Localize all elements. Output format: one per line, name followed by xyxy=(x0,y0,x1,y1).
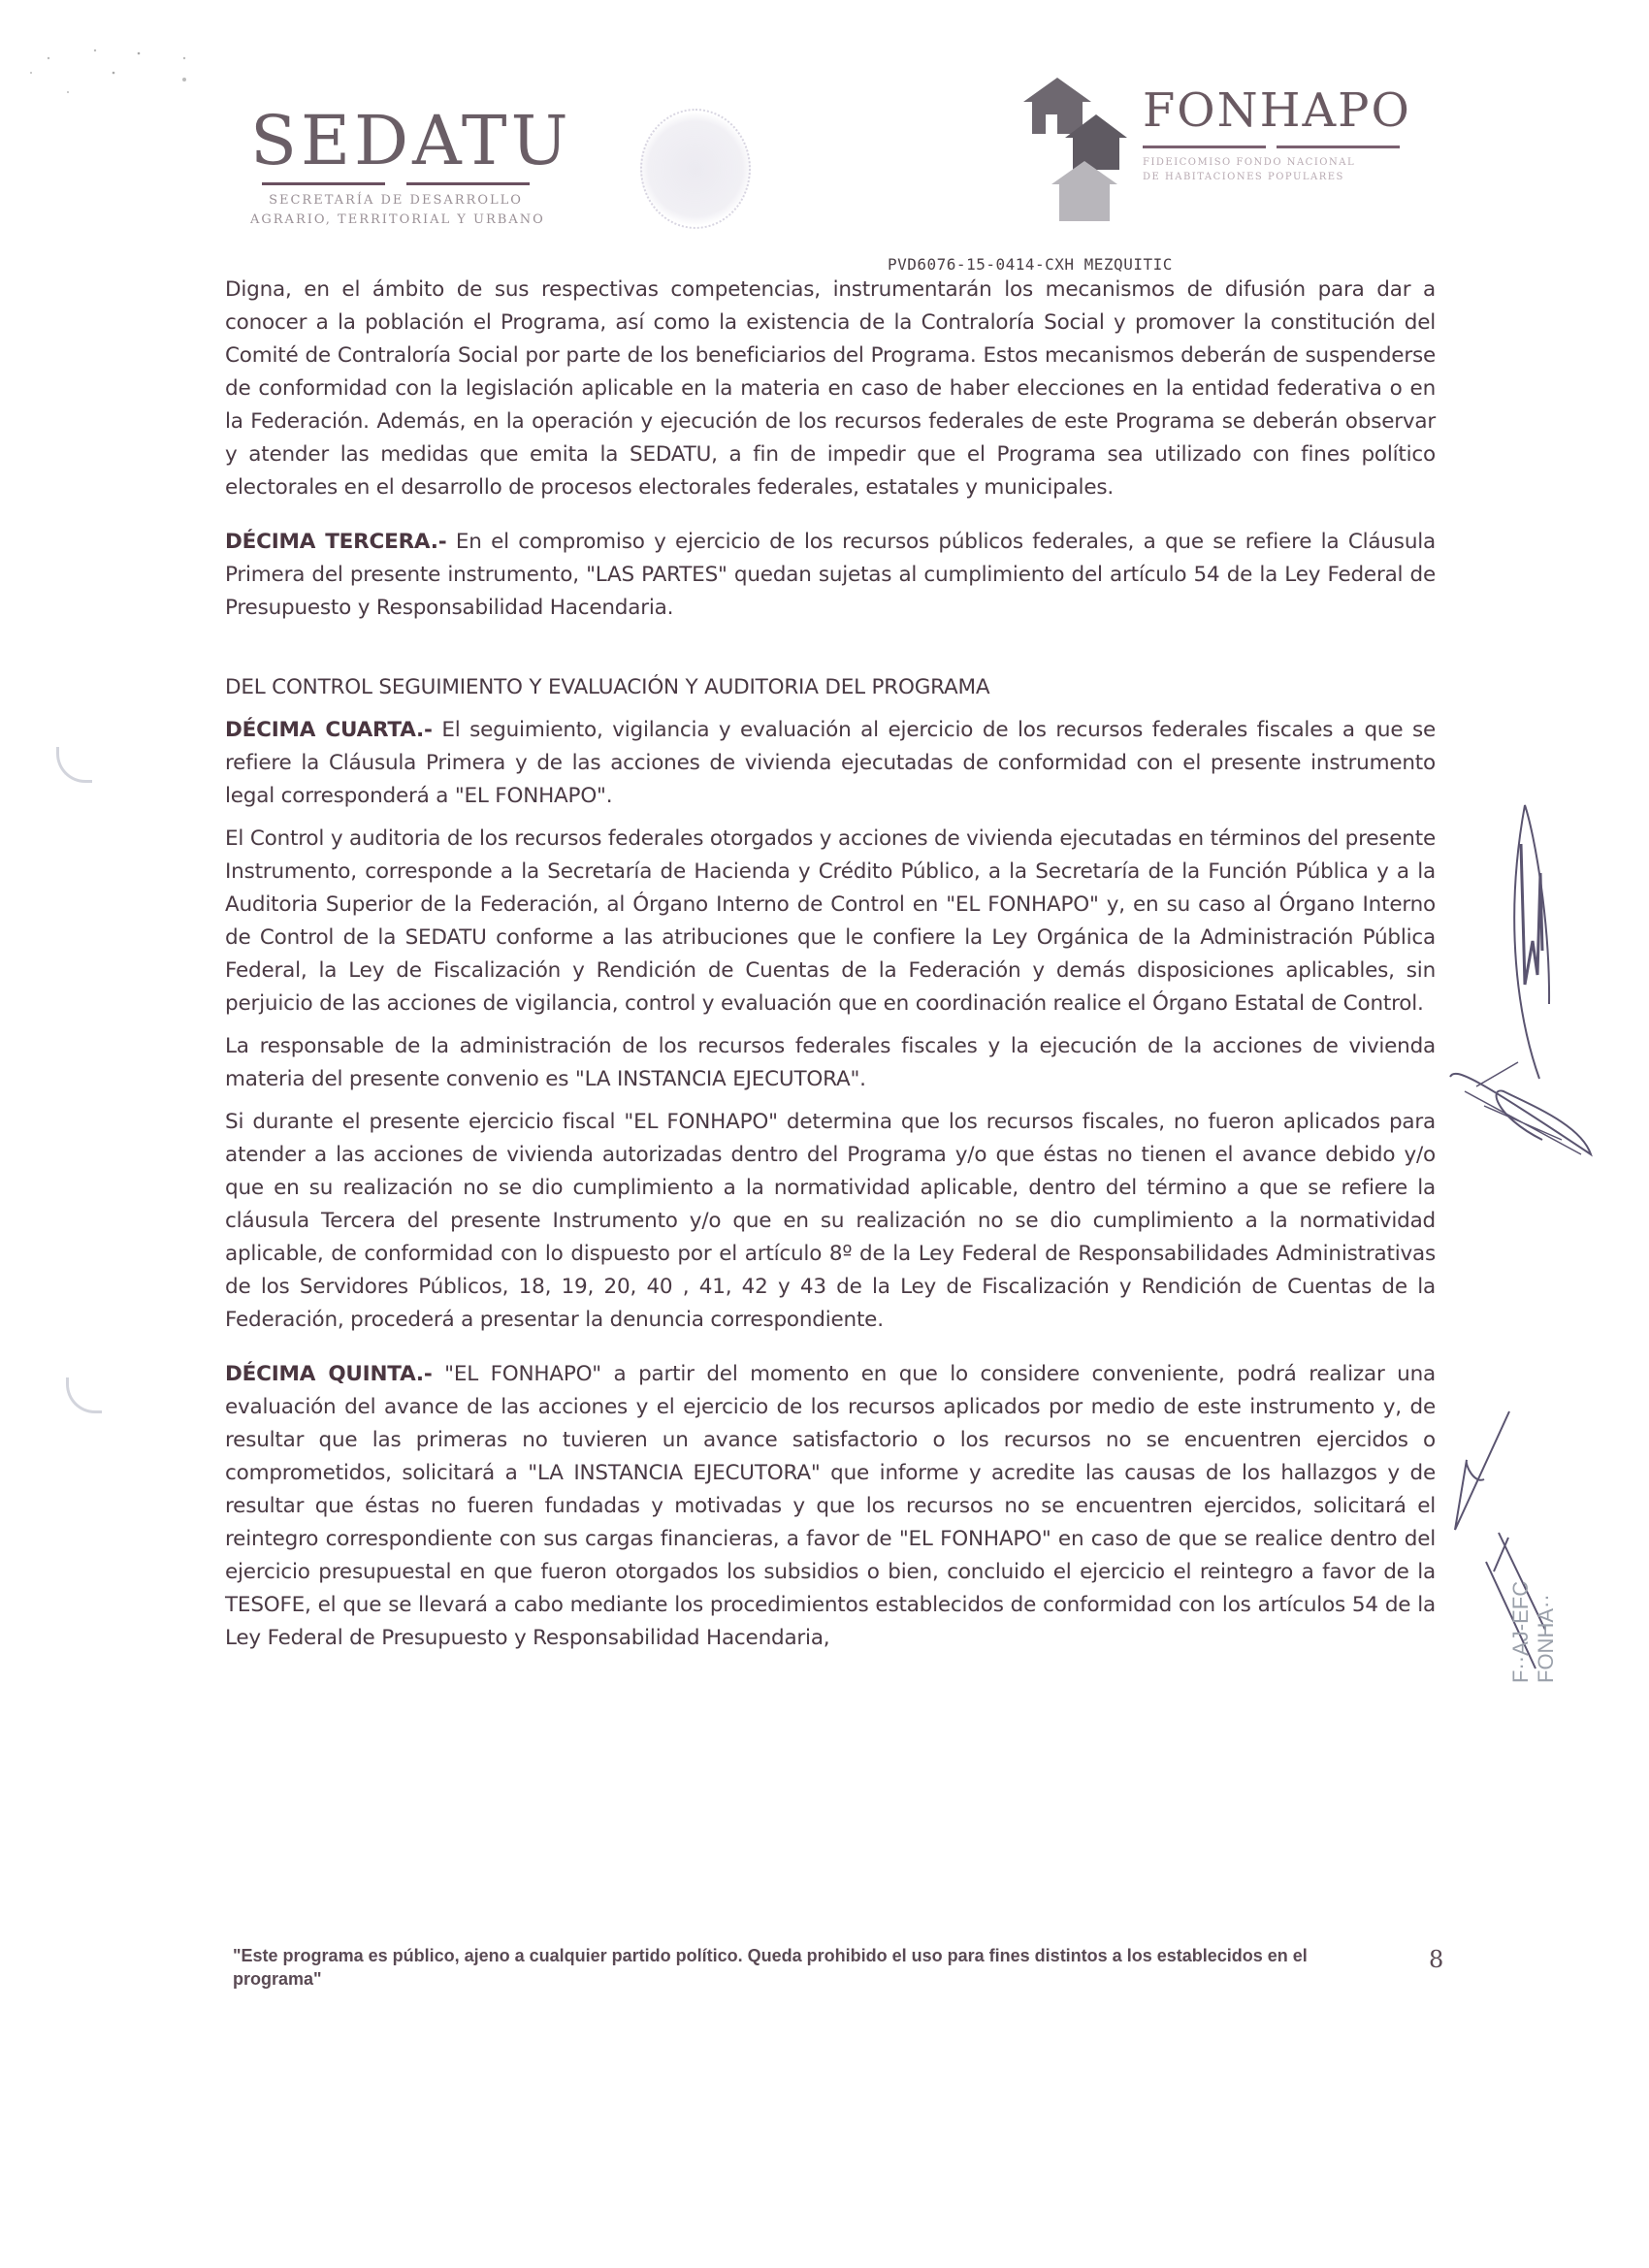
clause-decima-cuarta xyxy=(225,714,1436,813)
stamp-line-2: FONHA·· xyxy=(1534,1594,1558,1683)
clause-text: El seguimiento, vigilancia y evaluación al ejercicio de los recursos federales fiscales a que se refiere la Cláusula Primera y de las acciones de vivienda ejecutadas de conformidad con el presente instrumento legal corresponderá a "EL FONHAPO". xyxy=(225,718,1436,808)
clause-decima-quinta xyxy=(225,1358,1436,1655)
sedatu-wordmark: SEDATU xyxy=(250,101,572,180)
clause-title: DÉCIMA QUINTA.- xyxy=(225,1362,433,1386)
stamp-line-1: F··AJ-EFC xyxy=(1508,1580,1533,1683)
clause-decima-tercera xyxy=(225,526,1436,625)
paragraph-control: El Control y auditoria de los recursos federales otorgados y acciones de vivienda ejecutadas en términos del presente Instrumento, corresponde a la Secretaría de Hacienda y Crédito Público, a la Secretaría de la Función Pública y a la Auditoria Superior de la Federación, al Órgano Interno de Control en "EL FONHAPO" y, en su caso al Órgano Interno de Control de la SEDATU conforme a las atribuciones que le confiere la Ley Orgánica de la Administración Pública Federal, la Ley de Fiscalización y Rendición de Cuentas de la Federación y demás disposiciones aplicables, sin perjuicio de las acciones de vigilancia, control y evaluación que en coordinación realice el Órgano Estatal de Control. xyxy=(225,826,1436,1016)
scan-specks xyxy=(0,0,291,116)
national-seal-icon xyxy=(640,109,751,229)
footer-disclaimer: "Este programa es público, ajeno a cualquier partido político. Queda prohibido el uso para fines distintos a los establecidos en el programa" xyxy=(233,1946,1308,1989)
fonhapo-subtitle-1: FIDEICOMISO FONDO NACIONAL xyxy=(1143,157,1356,168)
clause-title: DÉCIMA TERCERA.- xyxy=(225,530,447,554)
clause-title: DÉCIMA CUARTA.- xyxy=(225,718,433,742)
signature-2-icon xyxy=(1436,1048,1649,1183)
sedatu-logo xyxy=(250,101,572,230)
reference-code: PVD6076-15-0414-CXH MEZQUITIC xyxy=(888,255,1173,274)
clause-text: "EL FONHAPO" a partir del momento en que lo considere conveniente, podrá realizar una evaluación del avance de las acciones y el ejercicio de los recursos aplicados por medio de este instrumento y, de resultar que las primeras no tuvieren un avance satisfactorio o los recursos no se encuentren ejercidos o comprometidos, solicitará a "LA INSTANCIA EJECUTORA" que informe y acredite las causas de los hallazgos y de resultar que éstas no fueren fundadas y motivadas y que los recursos no se encuentren ejercidos, solicitará el reintegro correspondiente con sus cargas financieras, a favor de "EL FONHAPO" en caso de que se realice dentro del ejercicio presupuestal en que fueron otorgados los subsidios o bien, concluido el ejercicio el reintegro a favor de la TESOFE, el que se llevará a cabo mediante los procedimientos establecidos de conformidad con los artículos 54 de la Ley Federal de Presupuesto y Responsabilidad Hacendaria, xyxy=(225,1362,1436,1650)
punch-hole-mark xyxy=(66,1377,102,1413)
fonhapo-wordmark: FONHAPO xyxy=(1143,83,1411,138)
sedatu-subtitle-2: AGRARIO, TERRITORIAL Y URBANO xyxy=(250,212,545,227)
section-heading: DEL CONTROL SEGUIMIENTO Y EVALUACIÓN Y AUDITORIA DEL PROGRAMA xyxy=(225,675,990,699)
paragraph-difusion: Digna, en el ámbito de sus respectivas competencias, instrumentarán los mecanismos de difusión para dar a conocer a la población el Programa, así como la existencia de la Contraloría Social y promover la constitución del Comité de Contraloría Social por parte de los beneficiarios del Programa. Estos mecanismos deberán de suspenderse de conformidad con la legislación aplicable en la materia en caso de haber elecciones en la entidad federativa o en la Federación. Además, en la operación y ejecución de los recursos federales de este Programa se deberán observar y atender las medidas que emita la SEDATU, a fin de impedir que el Programa sea utilizado con fines político electorales en el desarrollo de procesos electorales federales, estatales y municipales. xyxy=(225,277,1436,500)
fonhapo-rule xyxy=(1143,146,1400,148)
fonhapo-subtitle-2: DE HABITACIONES POPULARES xyxy=(1143,172,1344,182)
punch-hole-mark xyxy=(56,747,92,783)
paragraph-si-durante: Si durante el presente ejercicio fiscal "EL FONHAPO" determina que los recursos fiscales, no fueron aplicados para atender a las acciones de vivienda autorizadas dentro del Programa y/o que éstas no tienen el avance debido y/o que en su realización no se dio cumplimiento a la normatividad aplicable, dentro del término a que se refiere la cláusula Tercera del presente Instrumento y/o que en su realización no se dio cumplimiento a la normatividad aplicable, de conformidad con lo dispuesto por el artículo 8º de la Ley Federal de Responsabilidades Administrativas de los Servidores Públicos, 18, 19, 20, 40 , 41, 42 y 43 de la Ley de Fiscalización y Rendición de Cuentas de la Federación, procederá a presentar la denuncia correspondiente. xyxy=(225,1110,1436,1332)
fonhapo-stamp xyxy=(1508,1581,1559,1683)
houses-icon xyxy=(1018,78,1135,223)
paragraph-responsable: La responsable de la administración de los recursos federales fiscales y la ejecución de la acciones de vivienda materia del presente convenio es "LA INSTANCIA EJECUTORA". xyxy=(225,1034,1436,1091)
document-body xyxy=(225,274,1436,1655)
clause-text: En el compromiso y ejercicio de los recursos públicos federales, a que se refiere la Cláusula Primera del presente instrumento, "LAS PARTES" quedan sujetas al cumplimiento del artículo 54 de la Ley Federal de Presupuesto y Responsabilidad Hacendaria. xyxy=(225,530,1436,620)
fonhapo-logo xyxy=(1018,78,1445,233)
page-number: 8 xyxy=(1429,1946,1444,1973)
sedatu-subtitle-1: SECRETARÍA DE DESARROLLO xyxy=(269,193,523,208)
sedatu-rule xyxy=(262,182,530,185)
